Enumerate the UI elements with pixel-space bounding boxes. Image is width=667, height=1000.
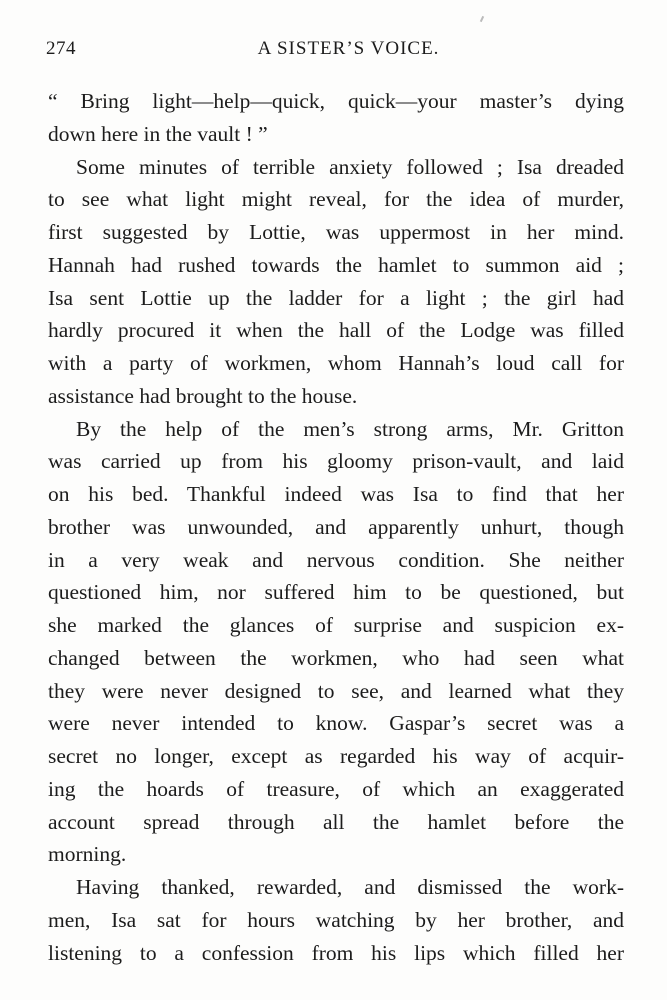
print-speck <box>480 16 484 22</box>
paragraph <box>48 413 624 872</box>
text-line: questioned him, nor suffered him to be questioned, but <box>48 580 624 605</box>
text-line: down here in the vault ! ” <box>48 121 268 146</box>
running-header <box>46 38 621 68</box>
text-line: brother was unwounded, and apparently unhurt, though <box>48 514 624 539</box>
text-line: hardly procured it when the hall of the Lodge was filled <box>48 318 624 343</box>
paragraph <box>48 151 624 413</box>
text-line: By the help of the men’s strong arms, Mr. Gritton <box>76 416 624 441</box>
text-line: first suggested by Lottie, was uppermost in her mind. <box>48 220 624 244</box>
text-line: Having thanked, rewarded, and dismissed the work- <box>76 875 624 899</box>
text-line: ing the hoards of treasure, of which an exaggerated <box>48 776 624 801</box>
text-line: listening to a confession from his lips which filled her <box>48 940 624 965</box>
text-line: assistance had brought to the house. <box>48 383 358 408</box>
page-number: 274 <box>46 38 76 59</box>
running-title: A SISTER’S VOICE. <box>257 38 440 59</box>
text-line: was carried up from his gloomy prison-vault, and laid <box>48 449 624 474</box>
body-text <box>48 85 624 969</box>
text-line: account spread through all the hamlet before the <box>48 809 624 834</box>
text-line: in a very weak and nervous condition. She neither <box>48 547 624 572</box>
text-line: on his bed. Thankful indeed was Isa to find that her <box>48 482 624 506</box>
paragraph <box>48 871 624 969</box>
text-line: with a party of workmen, whom Hannah’s loud call for <box>48 351 624 375</box>
text-line: changed between the workmen, who had seen what <box>48 645 624 670</box>
text-line: she marked the glances of surprise and suspicion ex- <box>48 613 624 637</box>
text-line: Hannah had rushed towards the hamlet to summon aid ; <box>48 252 624 277</box>
text-line: morning. <box>48 842 127 867</box>
paragraph <box>48 85 624 151</box>
text-line: Isa sent Lottie up the ladder for a light ; the girl had <box>48 285 624 310</box>
text-line: Some minutes of terrible anxiety followed ; Isa dreaded <box>76 154 624 179</box>
text-line: they were never designed to see, and learned what they <box>48 678 624 703</box>
text-line: were never intended to know. Gaspar’s secret was a <box>48 711 624 736</box>
text-line: men, Isa sat for hours watching by her brother, and <box>48 907 624 932</box>
text-line: to see what light might reveal, for the idea of murder, <box>48 187 624 212</box>
text-line: “ Bring light—help—quick, quick—your master’s dying <box>48 89 624 113</box>
text-line: secret no longer, except as regarded his way of acquir- <box>48 744 624 768</box>
